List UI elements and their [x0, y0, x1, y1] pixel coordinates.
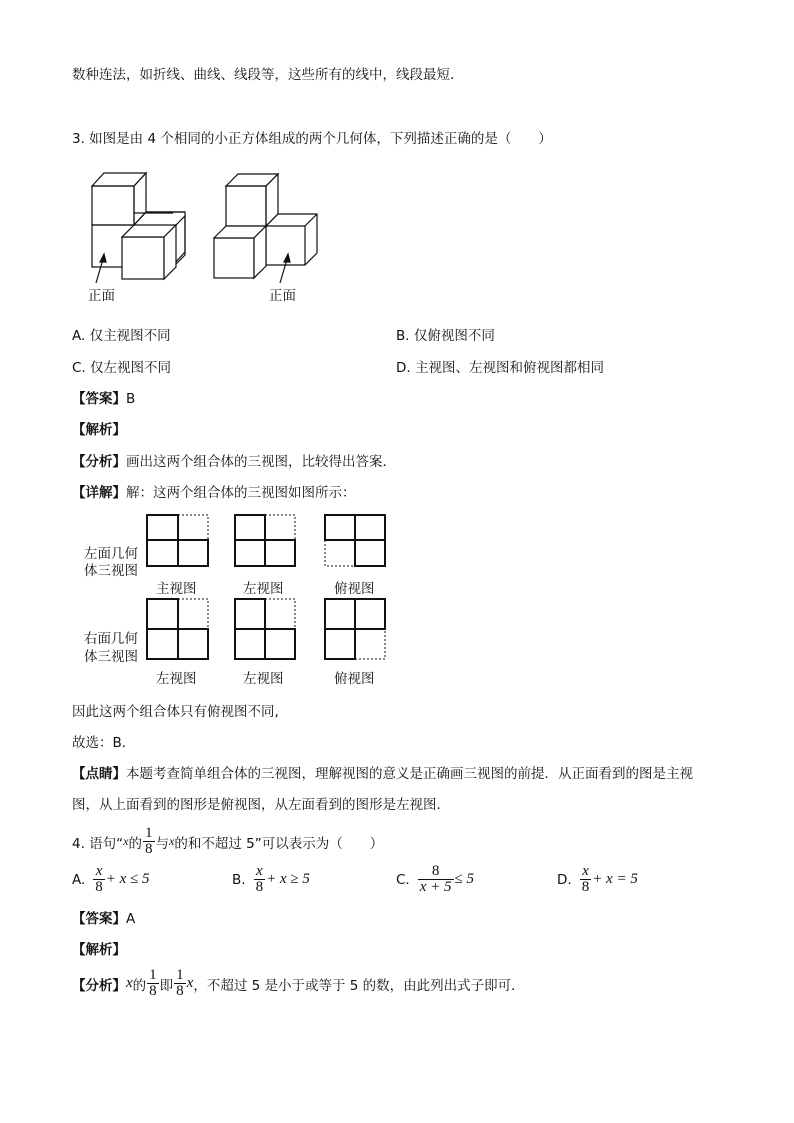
q4-option-a — [72, 864, 150, 895]
q4-option-a-rest: + x ≤ 5 — [105, 871, 150, 887]
q4-stem-frac-num: 1 — [145, 825, 153, 841]
intro-line: 数种连法，如折线、曲线、线段等，这些所有的线中，线段最短． — [72, 67, 464, 83]
q3-fenxi-tag: 【分析】 — [72, 454, 126, 470]
q4-option-b-den: 8 — [255, 879, 264, 895]
q4-option-c-den: x + 5 — [419, 879, 452, 895]
q4-answer: A — [126, 911, 136, 927]
q4-fenxi-a: 的 — [132, 977, 147, 994]
row2-label-1: 右面几何 — [84, 631, 138, 647]
row2-view-2 — [235, 599, 295, 659]
q4-fenxi-f2-num: 1 — [176, 967, 184, 983]
q4-option-d-frac — [580, 864, 592, 895]
row2-caption-1: 左视图 — [156, 671, 197, 687]
q4-option-a-frac — [93, 864, 105, 895]
q4-option-b-rest: + x ≥ 5 — [266, 871, 310, 887]
q4-option-d — [557, 864, 638, 895]
q4-fenxi-tag: 【分析】 — [72, 977, 126, 994]
q3-stem: 3. 如图是由 4 个相同的小正方体组成的两个几何体，下列描述正确的是（ ） — [72, 131, 552, 147]
q4-stem-b: 的 — [128, 835, 142, 852]
q4-answer-line — [72, 909, 135, 929]
q4-option-a-den: 8 — [95, 879, 103, 895]
row1-label-1: 左面几何 — [84, 546, 138, 562]
q3-analysis-tag: 【解析】 — [72, 422, 126, 438]
q4-stem-c: 与 — [155, 835, 169, 852]
q4-option-d-den: 8 — [581, 879, 590, 895]
row2-label-2: 体三视图 — [84, 649, 138, 665]
q3-dianjing-1: 本题考查简单组合体的三视图，理解视图的意义是正确画三视图的前提．从正面看到的图是主视 — [126, 766, 693, 782]
q3-xiangjie: 解：这两个组合体的三视图如图所示： — [126, 485, 356, 501]
q3-dianjing-line-1 — [72, 764, 693, 784]
q3-answer: B — [126, 391, 136, 407]
q3-conclusion: 因此这两个组合体只有俯视图不同, — [72, 704, 279, 720]
q4-stem-fraction — [143, 826, 155, 857]
q4-stem-a: 4. 语句“ — [72, 835, 124, 852]
q4-option-d-label: D. — [557, 871, 572, 888]
row2-view-3 — [325, 599, 385, 659]
row2-view-1 — [147, 599, 208, 659]
q3-option-a: A. 仅主视图不同 — [72, 328, 171, 344]
q3-dianjing-tag: 【点睛】 — [72, 766, 126, 782]
row1-caption-2: 左视图 — [243, 581, 284, 597]
q4-stem-x1: x — [123, 834, 129, 848]
q4-option-b — [232, 864, 310, 895]
q3-answer-tag: 【答案】 — [72, 391, 126, 407]
row1-left-view — [235, 515, 295, 566]
q4-option-b-label: B. — [232, 871, 246, 888]
q3-figure-label-left: 正面 — [88, 288, 115, 304]
q3-option-b: B. 仅俯视图不同 — [396, 328, 495, 344]
q3-dianjing-2: 图，从上面看到的图形是俯视图，从左面看到的图形是左视图． — [72, 797, 450, 813]
q4-fenxi-x: x — [126, 975, 133, 991]
q3-option-d: D. 主视图、左视图和俯视图都相同 — [396, 360, 604, 376]
q4-fenxi-b: 即 — [159, 977, 174, 994]
q4-option-b-num: x — [254, 864, 266, 880]
q3-choose: 故选：B． — [72, 735, 136, 751]
row1-top-view — [325, 515, 385, 566]
q4-option-b-frac — [254, 864, 266, 895]
q4-fenxi-c: ，不超过 5 是小于或等于 5 的数，由此列出式子即可． — [193, 977, 525, 994]
q4-stem-x2: x — [169, 834, 175, 848]
q4-fenxi-frac-2 — [174, 968, 186, 999]
q4-fenxi-f1-den: 8 — [149, 983, 157, 999]
q4-option-a-label: A. — [72, 871, 86, 888]
q4-option-a-num: x — [93, 864, 105, 880]
q3-option-c: C. 仅左视图不同 — [72, 360, 172, 376]
q4-option-c-rest: ≤ 5 — [454, 871, 474, 887]
row1-caption-3: 俯视图 — [334, 581, 375, 597]
q4-fenxi-frac-1 — [147, 968, 159, 999]
q3-xiangjie-tag: 【详解】 — [72, 485, 126, 501]
q4-fenxi-x2: x — [186, 975, 194, 991]
row1-main-view — [147, 515, 208, 566]
q4-stem-d: 的和不超过 5”可以表示为（ ） — [174, 835, 384, 852]
q4-fenxi-f1-num: 1 — [149, 967, 157, 983]
q3-figure-label-right: 正面 — [269, 288, 296, 304]
row2-caption-2: 左视图 — [243, 671, 284, 687]
row2-caption-3: 俯视图 — [334, 671, 375, 687]
q4-answer-tag: 【答案】 — [72, 911, 126, 927]
q4-option-c-label: C. — [396, 871, 410, 888]
q4-stem-frac-den: 8 — [145, 841, 153, 857]
q4-option-c — [396, 864, 474, 895]
q4-stem — [72, 826, 383, 857]
q3-fenxi: 画出这两个组合体的三视图，比较得出答案． — [126, 454, 396, 470]
q4-fenxi-f2-den: 8 — [176, 983, 184, 999]
q4-option-c-frac — [418, 864, 454, 895]
row1-label-2: 体三视图 — [84, 563, 138, 579]
q4-analysis-tag: 【解析】 — [72, 942, 126, 958]
q4-fenxi-line — [72, 968, 525, 999]
q4-option-c-num: 8 — [418, 864, 454, 880]
row1-caption-1: 主视图 — [156, 581, 197, 597]
q4-option-d-num: x — [580, 864, 592, 880]
q4-option-d-rest: + x = 5 — [592, 871, 638, 887]
